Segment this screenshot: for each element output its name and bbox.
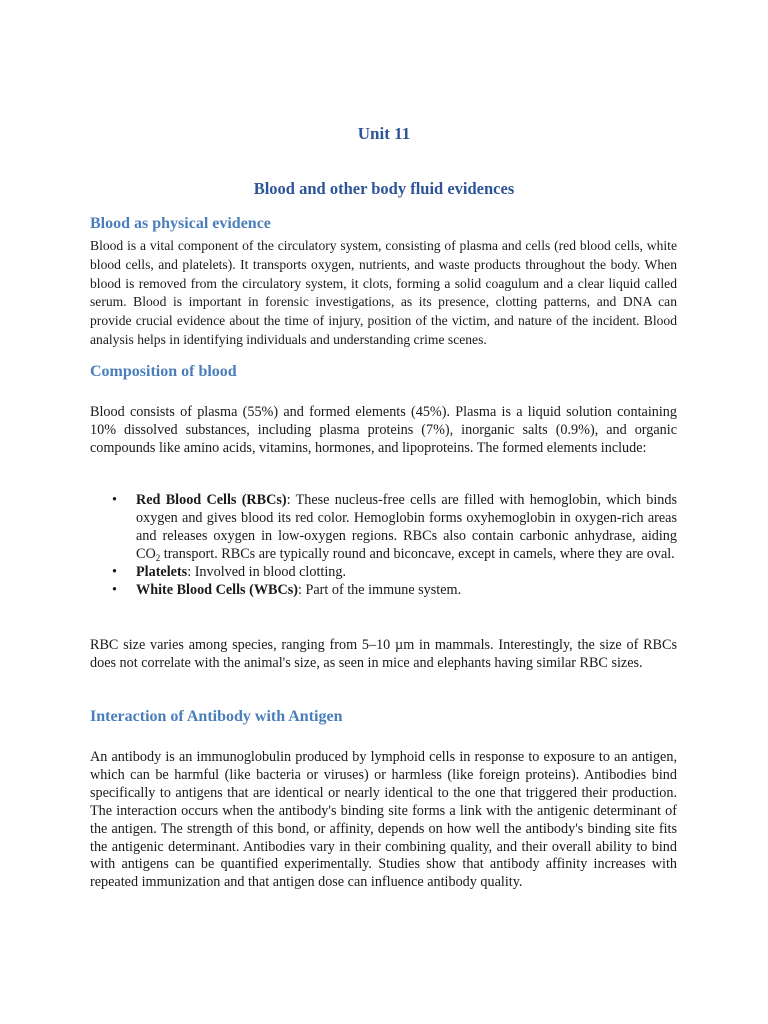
page-title: Blood and other body fluid evidences xyxy=(253,179,515,198)
bullet-icon: • xyxy=(112,492,117,508)
wbc-description: : Part of the immune system. xyxy=(297,581,462,598)
rbc-term: Red Blood Cells (RBCs) xyxy=(136,492,287,508)
paragraph-antibody-antigen: An antibody is an immunoglobulin produced by lymphoid cells in response to exposure to an antigen, which can be harmful (like bacteria or viruses) or harmless (like foreign proteins). Antibodies bind specifically to antigens that are identical or nearly identical to the one that triggered their production. The interaction occurs when the antibody's binding site forms a link with the antigenic determinant of the antigen. The strength of this bond, or affinity, depends on how well the antibody's binding site fits the antigenic determinant. Antibodies vary in their combining quality, and their overall ability to bind with antigens can be quantified experimentally. Studies show that antibody affinity increases with repeated immunization and that antigen dose can influence antibody quality. xyxy=(90,749,677,891)
bullet-icon: • xyxy=(112,581,117,598)
paragraph-blood-physical-evidence: Blood is a vital component of the circulatory system, consisting of plasma and cells (red blood cells, white blood cells, and platelets). It transports oxygen, nutrients, and waste products throughout the body. When blood is removed from the circulatory system, it clots, forming a solid coagulum and a clear liquid called serum. Blood is important in forensic investigations, as its presence, clotting patterns, and DNA can provide crucial evidence about the time of injury, position of the victim, and nature of the incident. Blood analysis helps in identifying individuals and understanding crime scenes. xyxy=(90,238,677,347)
list-item-wbc xyxy=(90,582,677,600)
list-item-platelets xyxy=(90,564,677,582)
list-item-rbc xyxy=(90,492,677,564)
rbc-description-end: transport. RBCs are typically round and biconcave, except in camels, where they are oval. xyxy=(160,545,675,562)
heading-blood-physical-evidence: Blood as physical evidence xyxy=(90,215,271,232)
rbc-description: : These nucleus-free cells are filled with hemoglobin, which binds oxygen and gives blood its red color. Hemoglobin forms oxyhemoglobin in oxygen-rich areas and releases oxygen in low-oxygen regions. RBCs also contain carbonic anhydrase, aiding CO xyxy=(136,492,677,562)
platelets-description: : Involved in blood clotting. xyxy=(187,563,347,580)
paragraph-composition-intro: Blood consists of plasma (55%) and formed elements (45%). Plasma is a liquid solution containing 10% dissolved substances, including plasma proteins (7%), inorganic salts (0.9%), and organic compounds like amino acids, vitamins, hormones, and lipoproteins. The formed elements include: xyxy=(90,404,677,456)
bullet-icon: • xyxy=(112,563,117,580)
platelets-term: Platelets xyxy=(136,563,188,580)
unit-title: Unit 11 xyxy=(357,124,411,143)
heading-composition-of-blood: Composition of blood xyxy=(90,363,237,380)
co2-subscript: 2 xyxy=(155,552,161,563)
heading-antibody-antigen: Interaction of Antibody with Antigen xyxy=(90,708,343,725)
formed-elements-list xyxy=(90,492,677,599)
wbc-term: White Blood Cells (WBCs) xyxy=(136,581,298,598)
paragraph-rbc-size: RBC size varies among species, ranging from 5–10 µm in mammals. Interestingly, the size of RBCs does not correlate with the animal's size, as seen in mice and elephants having similar RBC sizes. xyxy=(90,637,677,671)
